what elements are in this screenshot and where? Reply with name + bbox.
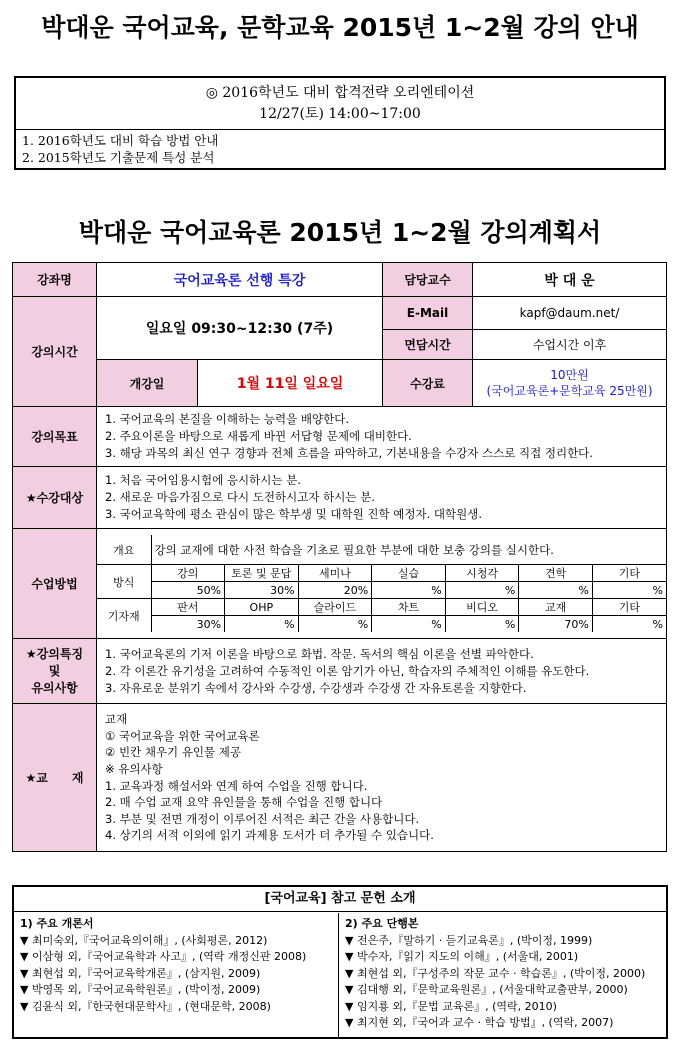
style-value: % (445, 582, 519, 599)
consult-label: 면담시간 (383, 330, 473, 360)
equip-value: 70% (519, 616, 593, 633)
list-item: 4. 상기의 서적 이외에 읽기 과제용 도서가 더 추가될 수 있습니다. (105, 828, 434, 843)
time-label: 강의시간 (13, 297, 97, 407)
references-subtitle: 1) 주요 개론서 (20, 917, 94, 930)
reference-item: ▼ 임지룡 외,『문법 교육론』, (역락, 2010) (345, 999, 557, 1013)
list-item: 2. 주요이론을 바탕으로 새롭게 바뀐 서답형 문제에 대비한다. (105, 429, 412, 443)
orientation-item: 2. 2015학년도 기출문제 특성 분석 (22, 150, 215, 165)
target-label: ★수강대상 (13, 467, 97, 529)
references-right (339, 913, 666, 1037)
references-subtitle: 2) 주요 단행본 (345, 917, 419, 930)
plan-title: 박대운 국어교육론 2015년 1~2월 강의계획서 (78, 218, 602, 247)
fee-line: 10만원 (550, 368, 589, 382)
list-item: 1. 교육과정 해설서와 연계 하여 수업을 진행 합니다. (105, 778, 368, 793)
orientation-heading (16, 78, 664, 130)
equip-value: % (445, 616, 519, 633)
method-cell (97, 529, 667, 639)
features-label-line: 및 (48, 663, 61, 678)
list-item: 3. 자유로운 분위기 속에서 강사와 수강생, 수강생과 수강생 간 자유토론을 지향한다. (105, 680, 527, 695)
list-item: 교재 (105, 712, 128, 727)
reference-item: ▼ 김대행 외,『문학교육원론』, (서울대학교출판부, 2000) (345, 983, 628, 996)
list-item: 2. 매 수업 교재 요약 유인물을 통해 수업을 진행 합니다 (105, 795, 383, 810)
orientation-box (14, 76, 666, 170)
reference-item: ▼ 최지현 외,『국어과 교수 · 학습 방법』, (역락, 2007) (345, 1016, 614, 1029)
reference-item: ▼ 전은주,『말하기 · 듣기교육론』, (박이정, 1999) (345, 933, 593, 947)
professor-label: 담당교수 (383, 263, 473, 297)
course-name: 국어교육론 선행 특강 (97, 263, 383, 297)
equip-header: 차트 (372, 599, 446, 616)
features-label-line: 유의사항 (31, 680, 78, 695)
list-item: 1. 국어교육론의 기저 이론을 바탕으로 화법. 작문. 독서의 핵심 이론을 선별 파악한다. (105, 646, 534, 661)
reference-item: ▼ 김윤식 외,『한국현대문학사』, (현대문학, 2008) (20, 999, 271, 1013)
orientation-item: 1. 2016학년도 대비 학습 방법 안내 (22, 133, 219, 148)
references-left (14, 913, 339, 1037)
reference-item: ▼ 최미숙외,『국어교육의이해』, (사회평론, 2012) (20, 933, 268, 947)
reference-item: ▼ 이삼형 외,『국어교육학과 사고』, (역락 개정신판 2008) (20, 950, 307, 963)
style-value: 50% (151, 582, 225, 599)
start-date: 1월 11일 일요일 (198, 360, 383, 407)
email-label: E-Mail (383, 297, 473, 330)
list-item: 2. 새로운 마음가짐으로 다시 도전하시고자 하시는 분. (105, 490, 375, 504)
features-label-line: ★강의특징 (25, 646, 84, 661)
list-item: ② 빈칸 채우기 유인물 제공 (105, 745, 242, 760)
style-header: 실습 (372, 565, 446, 582)
equip-header: 기타 (592, 599, 666, 616)
method-label: 수업방법 (13, 529, 97, 639)
equip-header: 슬라이드 (298, 599, 372, 616)
materials-list (97, 704, 667, 852)
references-box (12, 885, 668, 1039)
reference-item: ▼ 최현섭 외,『국어교육학개론』, (삼지원, 2009) (20, 966, 261, 980)
orientation-items (16, 130, 664, 168)
list-item: 1. 처음 국어임용시험에 응시하시는 분. (105, 473, 301, 487)
style-label: 방식 (97, 565, 151, 599)
features-list (97, 639, 667, 704)
syllabus-table (12, 262, 667, 852)
style-header: 강의 (151, 565, 225, 582)
reference-item: ▼ 최현섭 외,『구성주의 작문 교수 · 학습론』, (박이정, 2000) (345, 966, 646, 980)
style-header: 기타 (592, 565, 666, 582)
reference-item: ▼ 박수자,『읽기 지도의 이해』, (서울대, 2001) (345, 950, 579, 963)
equip-value: % (592, 616, 666, 633)
professor-name: 박 대 운 (473, 263, 667, 297)
goals-list (97, 407, 667, 467)
list-item: 1. 국어교육의 본질을 이해하는 능력을 배양한다. (105, 412, 349, 426)
method-table (97, 535, 666, 633)
consult-value: 수업시간 이후 (473, 330, 667, 360)
equip-value: % (225, 616, 299, 633)
style-header: 견학 (519, 565, 593, 582)
lecture-time: 일요일 09:30~12:30 (7주) (97, 297, 383, 360)
overview-text: 강의 교재에 대한 사전 학습을 기초로 필요한 부분에 대한 보충 강의를 실시한다. (151, 535, 666, 565)
target-list (97, 467, 667, 529)
course-name-label: 강좌명 (13, 263, 97, 297)
equip-header: OHP (225, 599, 299, 616)
equip-label: 기자재 (97, 599, 151, 633)
list-item: 3. 국어교육학에 평소 관심이 많은 학부생 및 대학원 진학 예정자. 대학원생. (105, 507, 482, 521)
list-item: ※ 유의사항 (105, 761, 163, 776)
reference-item: ▼ 박영목 외,『국어교육학원론』, (박이정, 2009) (20, 983, 261, 996)
fee-label: 수강료 (383, 360, 473, 407)
overview-label: 개요 (97, 535, 151, 565)
references-header: [국어교육] 참고 문헌 소개 (14, 887, 666, 912)
goals-label: 강의목표 (13, 407, 97, 467)
style-value: % (372, 582, 446, 599)
orientation-title: ◎ 2016학년도 대비 합격전략 오리엔테이션 (205, 85, 475, 101)
list-item: ① 국어교육을 위한 국어교육론 (105, 728, 260, 743)
style-value: % (519, 582, 593, 599)
style-value: 20% (298, 582, 372, 599)
orientation-datetime: 12/27(토) 14:00~17:00 (259, 106, 421, 122)
equip-header: 비디오 (445, 599, 519, 616)
email-value[interactable]: kapf@daum.net/ (473, 297, 667, 330)
list-item: 2. 각 이론간 유기성을 고려하여 수동적인 이론 암기가 아닌, 학습자의 주체적인 이해를 유도한다. (105, 663, 590, 678)
list-item: 3. 해당 과목의 최신 연구 경향과 전체 흐름을 파악하고, 기본내용을 수강자 스스로 직접 정리한다. (105, 446, 593, 460)
fee-value (473, 360, 667, 407)
page-title: 박대운 국어교육, 문학교육 2015년 1~2월 강의 안내 (41, 13, 639, 42)
style-value: % (592, 582, 666, 599)
style-header: 세미나 (298, 565, 372, 582)
start-date-label: 개강일 (97, 360, 198, 407)
style-header: 토론 및 문답 (225, 565, 299, 582)
style-header: 시청각 (445, 565, 519, 582)
equip-value: % (298, 616, 372, 633)
style-value: 30% (225, 582, 299, 599)
equip-header: 교재 (519, 599, 593, 616)
list-item: 3. 부분 및 전면 개정이 이루어진 서적은 최근 간을 사용합니다. (105, 811, 420, 826)
equip-value: 30% (151, 616, 225, 633)
equip-value: % (372, 616, 446, 633)
features-label (13, 639, 97, 704)
equip-header: 판서 (151, 599, 225, 616)
materials-label: ★교 재 (13, 704, 97, 852)
fee-line: (국어교육론+문학교육 25만원) (486, 384, 653, 398)
